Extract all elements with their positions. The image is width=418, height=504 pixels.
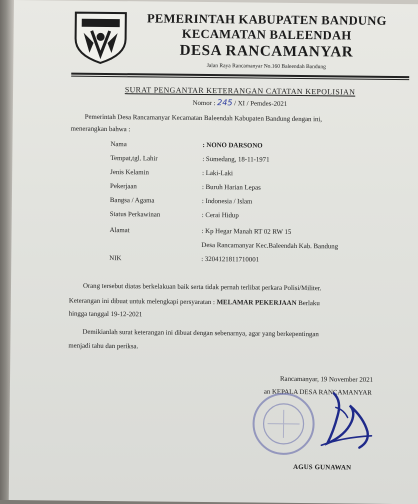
field-label: Status Perkawinan	[109, 211, 161, 219]
letter-title: SURAT PENGANTAR KETERANGAN CATATAN KEPOLISIAN	[124, 85, 356, 97]
field-row	[12, 154, 418, 164]
field-value: : Laki-Laki	[202, 169, 233, 178]
field-row	[13, 140, 418, 150]
letterhead-address: Jalan Raya Rancamanyar No.160 Baleendah Bandung	[206, 63, 326, 71]
handwritten-signature	[271, 387, 392, 458]
closing-line-2: menjadi tahu dan periksa.	[68, 342, 139, 351]
field-value: : Cerai Hidup	[201, 211, 239, 220]
field-row	[11, 254, 418, 264]
intro-line-1: Pemerintah Desa Rancamanyar Kecamatan Baleendah Kabupaten Bandung dengan ini,	[84, 113, 323, 124]
closing-line-1: Demikianlah surat keterangan ini dibuat dengan sebenarnya, agar yang berkepentingan	[82, 328, 319, 339]
validity-date: hingga tanggal 19-12-2021	[68, 310, 143, 319]
field-value: : Indonesia / Islam	[201, 197, 253, 206]
letterhead-village: DESA RANCAMANYAR	[179, 42, 354, 61]
letter-number-label: Nomor :	[192, 99, 216, 108]
intro-line-2: menerangkan bahwa :	[70, 125, 131, 134]
field-label: Pekerjaan	[110, 183, 137, 191]
letterhead-government: PEMERINTAH KABUPATEN BANDUNG	[146, 11, 387, 28]
requirement-valid: Berlaku	[298, 299, 320, 308]
field-label: NIK	[109, 255, 122, 263]
requirement-purpose: MELAMAR PEKERJAAN	[216, 299, 297, 307]
letterhead	[131, 11, 402, 72]
field-label: Tempat,tgl. Lahir	[110, 155, 158, 163]
field-value: : Buruh Harian Lepas	[202, 183, 261, 192]
field-label: Jenis Kelamin	[110, 169, 149, 177]
field-row	[11, 240, 418, 251]
requirement-text: Keterangan ini dibuat untuk melengkapi persyaratan :	[68, 297, 215, 307]
field-label: Bangsa / Agama	[109, 197, 155, 205]
field-value: : Sumedang, 18-11-1971	[202, 155, 270, 164]
field-row	[12, 182, 418, 192]
regency-emblem-logo	[71, 9, 130, 66]
body-paragraph-2	[69, 297, 320, 309]
field-row	[12, 226, 418, 236]
letter-number-handwritten: 245	[217, 98, 233, 108]
letter-paper	[9, 0, 418, 504]
letterhead-district: KECAMATAN BALEENDAH	[181, 26, 352, 43]
field-label: Nama	[110, 141, 127, 149]
field-row	[12, 196, 418, 206]
signature-title: an KEPALA DESA RANCAMANYAR	[263, 388, 372, 397]
field-value: : 3204121811710001	[201, 255, 260, 264]
signature-place-date: Rancamanyar, 19 November 2021	[280, 375, 374, 384]
field-value: Desa Rancamanyar Kec.Baleendah Kab. Bandung	[201, 241, 339, 251]
field-label: Alamat	[109, 227, 130, 235]
signatory-name: AGUS GUNAWAN	[293, 463, 352, 472]
letter-number-suffix: / XI / Pemdes-2021	[234, 100, 288, 108]
field-row	[12, 210, 418, 220]
field-value: : NONO DARSONO	[202, 141, 263, 150]
field-value: : Kp Hegar Manah RT 02 RW 15	[201, 227, 292, 236]
field-row	[12, 168, 418, 178]
body-paragraph-1: Orang tersebut diatas berkelakuan baik serta tidak pernah terlibat perkara Polisi/Militer.	[82, 282, 322, 293]
letter-number	[71, 97, 409, 110]
